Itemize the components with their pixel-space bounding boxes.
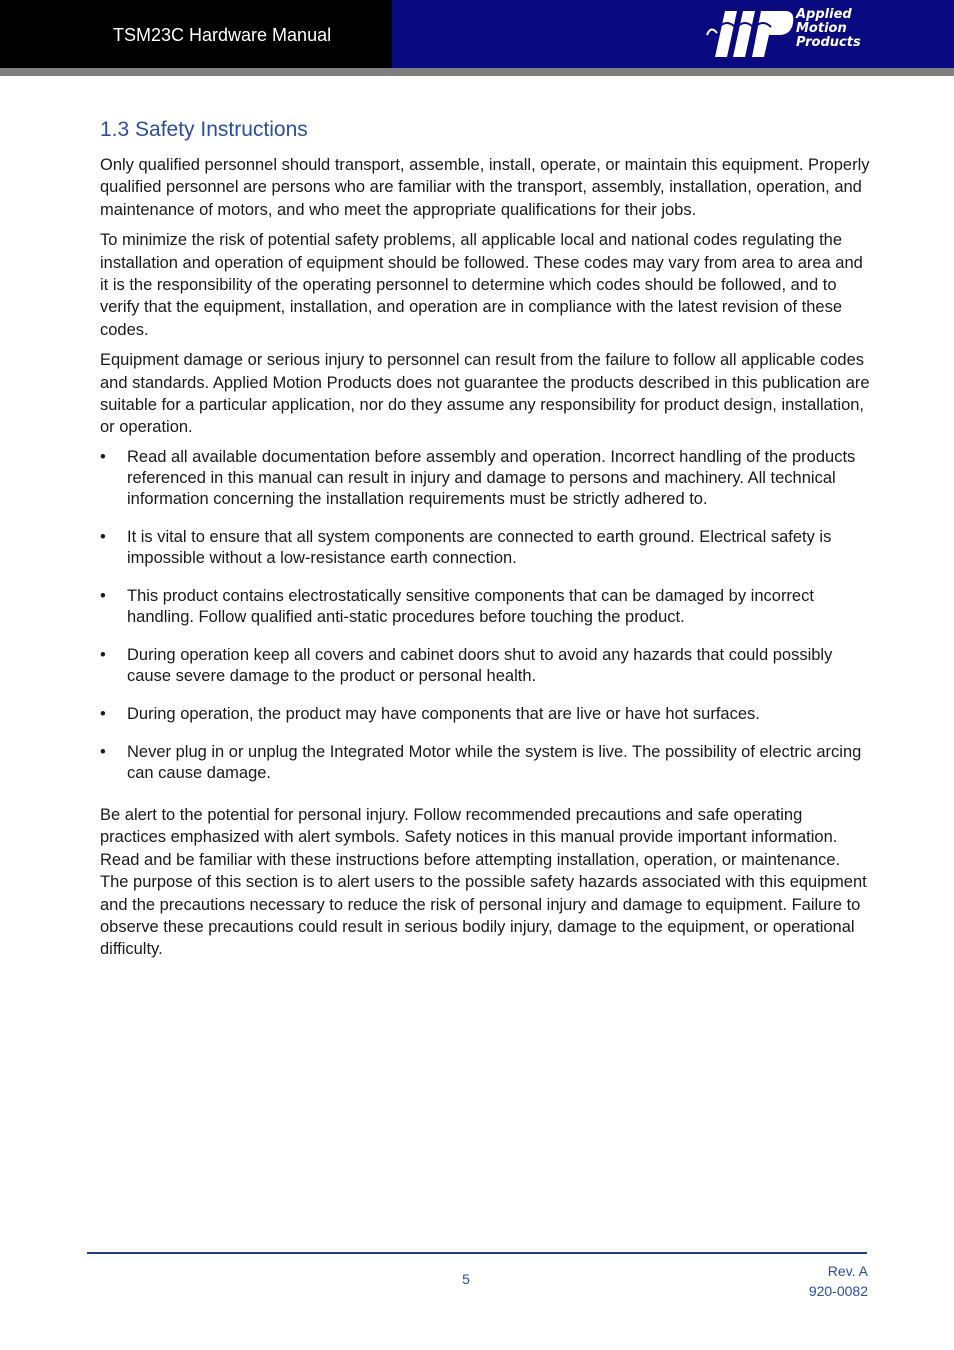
list-item	[100, 527, 870, 569]
logo-line-applied: Applied	[796, 7, 852, 22]
list-item	[100, 447, 870, 510]
bullet-marker: •	[100, 527, 106, 546]
logo-line-products: Products	[796, 35, 861, 50]
applied-motion-logo-icon	[705, 5, 795, 61]
page-number: 5	[462, 1271, 470, 1287]
bullet-text: It is vital to ensure that all system components are connected to earth ground. Electrical safety is impossible without a low-resistance earth connection.	[127, 527, 832, 567]
bullet-marker: •	[100, 704, 106, 723]
page-header	[0, 0, 954, 68]
bullet-text: Never plug in or unplug the Integrated Motor while the system is live. The possibility of electric arcing can cause damage.	[127, 742, 862, 782]
safety-bullet-list	[100, 447, 870, 784]
main-content	[100, 116, 870, 969]
bullet-marker: •	[100, 586, 106, 605]
header-divider-bar	[0, 68, 954, 76]
applied-motion-logo	[705, 5, 870, 61]
paragraph-codes: To minimize the risk of potential safety problems, all applicable local and national codes regulating the installation and operation of equipment should be followed. These codes may vary from area to area and it is the responsibility of the operating personnel to determine which codes should be followed, and to verify that the equipment, installation, and operation are in compliance with the latest revision of these codes.	[100, 231, 863, 339]
revision-label: Rev. A	[827, 1263, 868, 1279]
logo-wordmark	[796, 8, 861, 50]
paragraph-qualified-personnel: Only qualified personnel should transport, assemble, install, operate, or maintain this equipment. Properly qualified personnel are persons who are familiar with the transport, assembly, installation, operation, and maintenance of motors, and who meet the appropriate qualifications for their jobs.	[100, 156, 870, 219]
list-item	[100, 742, 870, 784]
bullet-text: Read all available documentation before assembly and operation. Incorrect handling of the products referenced in this manual can result in injury and damage to persons and machinery. All technical information concerning the installation requirements must be strictly adhered to.	[127, 447, 856, 508]
bullet-marker: •	[100, 447, 106, 466]
list-item	[100, 586, 870, 628]
paragraph-liability: Equipment damage or serious injury to personnel can result from the failure to follow all applicable codes and standards. Applied Motion Products does not guarantee the products described in this publication are suitable for a particular application, nor do they assume any responsibility for product design, installation, or operation.	[100, 351, 870, 437]
manual-title: TSM23C Hardware Manual	[113, 25, 332, 45]
footer-divider	[87, 1252, 867, 1254]
document-number: 920-0082	[808, 1283, 868, 1299]
bullet-text: This product contains electrostatically sensitive components that can be damaged by incorrect handling. Follow qualified anti-static procedures before touching the product.	[127, 586, 814, 626]
footer-revision-block	[809, 1261, 868, 1301]
bullet-text: During operation, the product may have components that are live or have hot surfaces.	[127, 704, 760, 723]
list-item	[100, 704, 870, 725]
section-title: 1.3 Safety Instructions	[100, 118, 308, 141]
bullet-marker: •	[100, 742, 106, 761]
logo-line-motion: Motion	[796, 21, 847, 36]
header-title-block	[0, 0, 392, 68]
paragraph-closing: Be alert to the potential for personal injury. Follow recommended precautions and safe operating practices emphasized with alert symbols. Safety notices in this manual provide important information. Read and be familiar with these instructions before attempting installation, operation, or maintenance. The purpose of this section is to alert users to the possible safety hazards associated with this equipment and the precautions necessary to reduce the risk of personal injury and damage to equipment. Failure to observe these precautions could result in serious bodily injury, damage to the equipment, or operational difficulty.	[100, 805, 867, 959]
bullet-marker: •	[100, 645, 106, 664]
bullet-text: During operation keep all covers and cabinet doors shut to avoid any hazards that could possibly cause severe damage to the product or personal health.	[127, 645, 833, 685]
list-item	[100, 645, 870, 687]
